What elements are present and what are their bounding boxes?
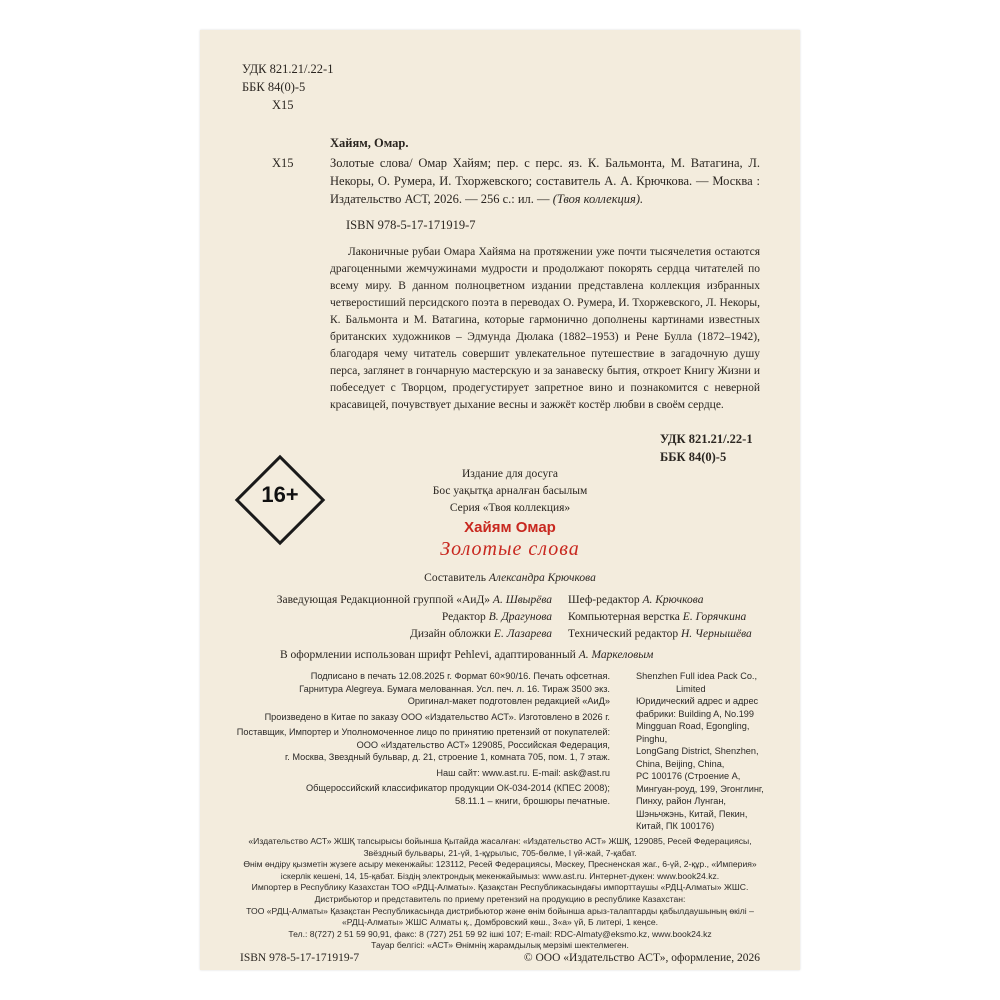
print-line: ООО «Издательство АСТ» 129085, Российская Федерация,: [356, 739, 610, 750]
manufacturer-details: [636, 670, 786, 833]
kz-line: Дистрибьютор и представитель по приему претензий на продукцию в республике Казахстан:: [314, 893, 686, 904]
print-line: Гарнитура Alegreya. Бумага мелованная. Усл. печ. л. 16. Тираж 3500 экз.: [299, 683, 610, 694]
imprint-author: Хайям Омар: [464, 519, 556, 536]
kz-line: «Издательство АСТ» ЖШҚ тапсырысы бойынша Қытайда жасалған: «Издательство АСТ» ЖШҚ, 129085, Ресей Федерациясы,: [248, 836, 752, 846]
manufacturer-line: Shenzhen Full idea Pack Co.,: [636, 671, 758, 681]
credits-left: [240, 592, 552, 643]
credits-right: [568, 592, 768, 643]
credit-left-3: Дизайн обложки Е. Лазарева: [410, 628, 552, 640]
print-line: Общероссийский классификатор продукции ОК-034-2014 (КПЕС 2008);: [305, 783, 610, 793]
entry-code: Х15: [272, 156, 294, 170]
kz-line: Звёздный бульвары, 21-үй, 1-құрылыс, 705-бөлме, I үй-жай, 7-қабат.: [363, 847, 637, 858]
manufacturer-line: фабрики: Building A, No.199: [636, 708, 755, 719]
manufacturer-line: Limited: [676, 683, 706, 694]
print-line: Подписано в печать 12.08.2025 г. Формат 60×90/16. Печать офсетная.: [310, 671, 610, 681]
copyright-page: [200, 30, 800, 970]
entry-isbn: ISBN 978-5-17-171919-7: [346, 218, 476, 232]
manufacturer-line: Китай, ПК 100176): [636, 821, 715, 831]
bbk-header: ББК 84(0)-5: [242, 80, 306, 94]
manufacturer-line: China, Beijing, China,: [636, 758, 725, 769]
print-line: Произведено в Китае по заказу ООО «Издательство АСТ». Изготовлено в 2026 г.: [264, 711, 610, 722]
manufacturer-line: Юридический адрес и адрес: [636, 696, 759, 706]
print-line: 58.11.1 – книги, брошюры печатные.: [454, 795, 610, 806]
credit-right-2: Компьютерная верстка Е. Горячкина: [568, 611, 747, 623]
author-code: Х15: [272, 98, 294, 112]
kz-line: Өнім өндіру қызметін жүзеге асыру мекенжайы: 123112, Ресей Федерациясы, Мәскеу, Пресненская жаг., 6-үй, 2-құр., «Империя»: [243, 859, 757, 870]
credit-left-2: Редактор В. Драгунова: [441, 611, 552, 623]
age-rating-text: 16+: [261, 482, 299, 507]
manufacturer-line: LongGang District, Shenzhen,: [636, 746, 759, 756]
udk-index: УДК 821.21/.22-1: [660, 432, 753, 446]
credit-left-1: Заведующая Редакционной группой «АиД» А. Швырёва: [276, 594, 552, 606]
entry-author: Хайям, Омар.: [330, 136, 409, 150]
imprint-compiler: Составитель Александра Крючкова: [424, 572, 596, 584]
imprint-line2: Бос уақытқа арналған басылым: [432, 485, 588, 497]
kz-line: Импортер в Республику Казахстан ТОО «РДЦ-Алматы». Қазақстан Республикасындағы импорттаушы «РДЦ-Алматы» ЖШС.: [251, 882, 749, 893]
kz-line: «РДЦ-Алматы» ЖШС Алматы қ., Домбровский көш., 3«а» үй, Б литері, 1 кеңсе.: [342, 917, 658, 928]
entry-description: Золотые слова/ Омар Хайям; пер. с перс. яз. К. Бальмонта, М. Ватагина, Л. Некоры, О. Румера, И. Тхоржевского; составитель А. А. Крючкова. — Москва : Издательство АСТ, 2026. — 256 с.: ил. — (Твоя коллекция).: [330, 156, 760, 206]
manufacturer-line: Пинху, район Лунган,: [636, 796, 726, 806]
imprint-title: Золотые слова: [440, 538, 580, 560]
kz-line: ТОО «РДЦ-Алматы» Қазақстан Республикасында дистрибьютор және өнім бойынша арыз-талаптарды қабылдаушының өкілі –: [246, 905, 754, 916]
kz-line: Тел.: 8(727) 2 51 59 90,91, факс: 8 (727) 251 59 92 ішкі 107; E-mail: RDC-Almaty@eksmo.kz, www.book24.kz: [288, 928, 712, 939]
annotation-text: Лаконичные рубаи Омара Хайяма на протяжении уже почти тысячелетия остаются драгоценными жемчужинами мудрости и продолжают покорять сердца читателей по всему миру. В данном полноцветном издании представлена коллекция избранных четверостиший персидского поэта в переводах О. Румера, И. Тхоржевского, Л. Некоры, К. Бальмонта и М. Ватагина, которые гармонично дополнены картинами известных британских художников – Эдмунда Дюлака (1882–1953) и Рене Булла (1872–1942), благодаря чему читатель совершит увлекательное путешествие в загадочную душу перса, заглянет в гончарную мастерскую и за занавеску бытия, откроет Книгу Жизни и побеседует с Творцом, продегустирует запретное вино и познакомится с неверной красавицей, почувствует дыхание весны и зажжёт костёр любви в своём сердце.: [330, 246, 760, 411]
credit-right-3: Технический редактор Н. Чернышёва: [568, 628, 752, 640]
udk-header: УДК 821.21/.22-1: [242, 62, 334, 76]
manufacturer-line: Pinghu,: [636, 733, 668, 744]
footer-isbn: ISBN 978-5-17-171919-7: [240, 952, 360, 964]
kz-line: іскерлік кешені, 14, 15-қабат. Біздің электрондық мекенжайымыз: www.ast.ru. Интернет-дүкен: www.book24.kz.: [280, 870, 720, 881]
print-line: Поставщик, Импортер и Уполномоченное лицо по принятию претензий от покупателей:: [236, 727, 610, 737]
print-line: Оригинал-макет подготовлен редакцией «АиД»: [407, 696, 610, 706]
imprint-line1: Издание для досуга: [461, 468, 559, 480]
manufacturer-line: Мингуан-роуд, 199, Эгонглинг,: [636, 783, 764, 794]
footer-copyright: © ООО «Издательство АСТ», оформление, 2026: [523, 952, 760, 964]
print-line: г. Москва, Звездный бульвар, д. 21, строение 1, комната 705, пом. 1, 7 этаж.: [285, 752, 610, 762]
imprint-series: Серия «Твоя коллекция»: [449, 502, 571, 514]
manufacturer-line: Mingguan Road, Egongling,: [636, 721, 750, 731]
font-note: В оформлении использован шрифт Pehlevi, адаптированный А. Маркеловым: [280, 649, 654, 661]
credit-right-1: Шеф-редактор А. Крючкова: [568, 594, 704, 606]
kazakhstan-info: [220, 836, 780, 952]
manufacturer-line: Шэньчжэнь, Китай, Пекин,: [636, 808, 748, 819]
print-details: [230, 670, 610, 807]
bbk-index: ББК 84(0)-5: [660, 450, 727, 464]
manufacturer-line: PC 100176 (Строение А,: [636, 771, 741, 781]
kz-line: Тауар белгісі: «АСТ» Өнімнің жарамдылық мерзімі шектелмеген.: [371, 940, 629, 951]
print-line: Наш сайт: www.ast.ru. E-mail: ask@ast.ru: [436, 767, 610, 778]
